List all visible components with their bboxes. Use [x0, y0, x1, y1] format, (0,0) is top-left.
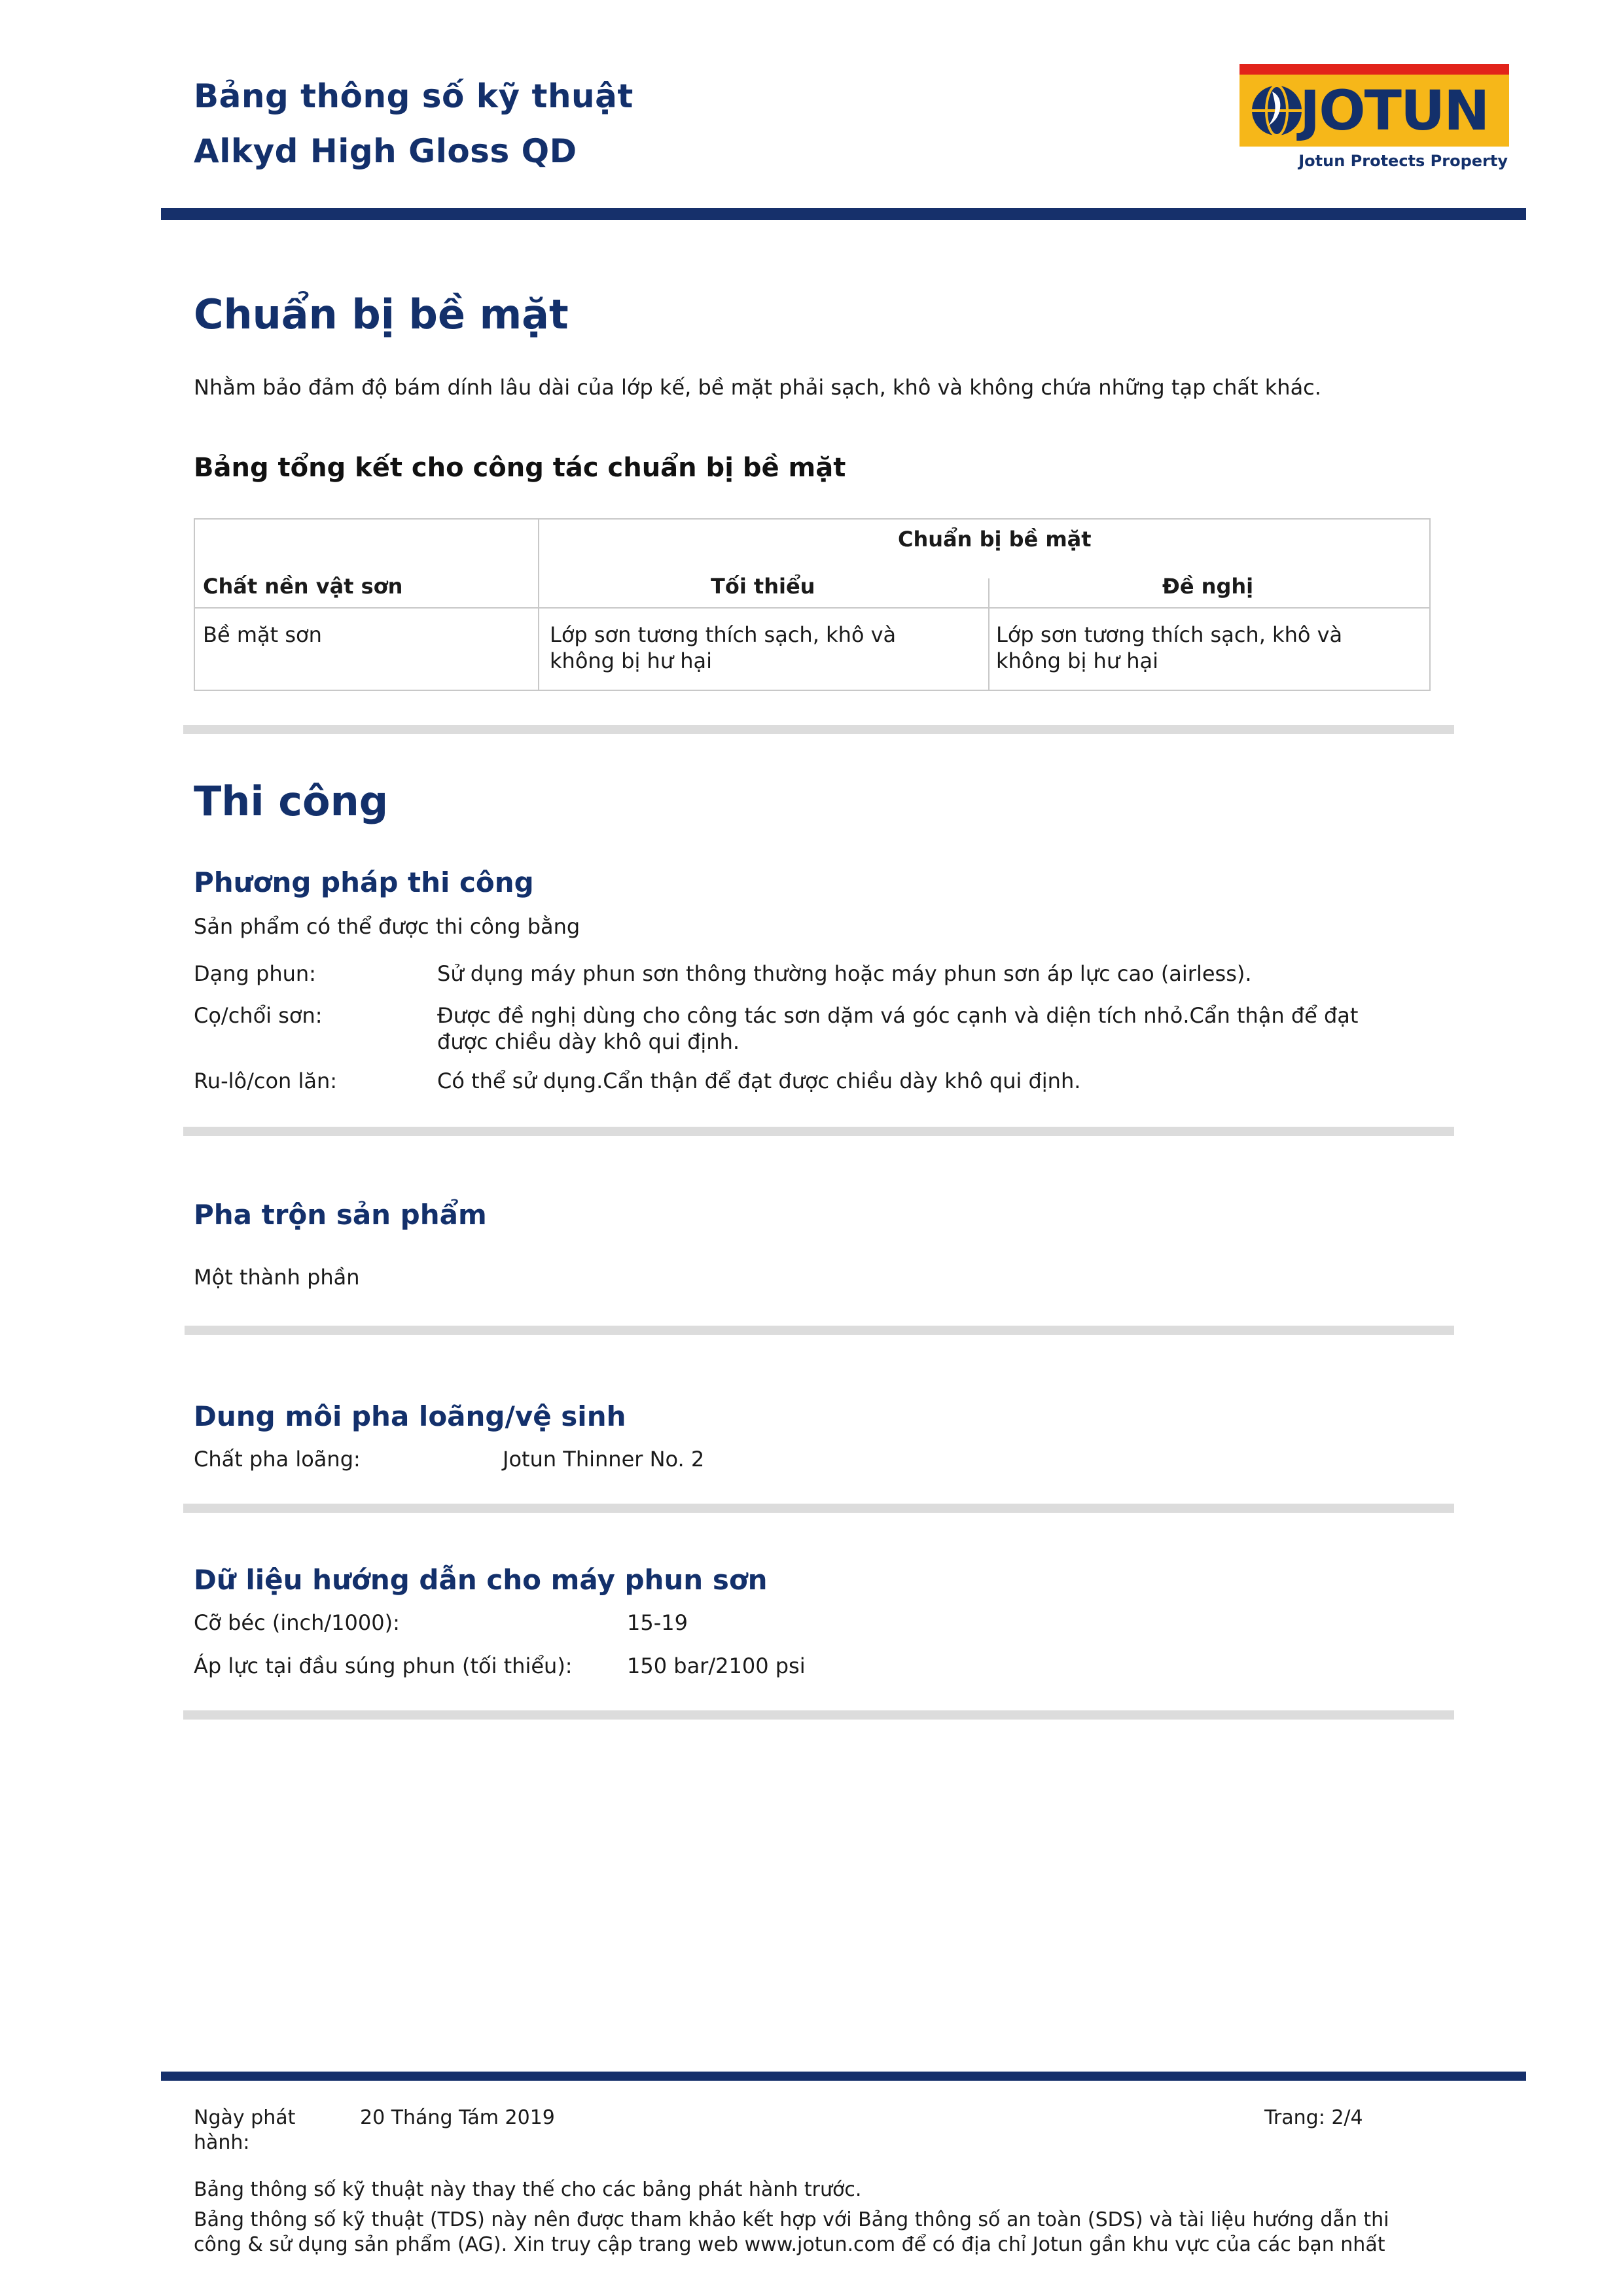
- table-header-substrate: Chất nền vật sơn: [203, 574, 403, 599]
- header-rule: [161, 208, 1526, 220]
- product-name: Alkyd High Gloss QD: [194, 132, 577, 170]
- table-divider: [988, 578, 990, 691]
- logo-tagline: Jotun Protects Property: [1298, 152, 1508, 170]
- subheading-mixing: Pha trộn sản phẩm: [194, 1199, 487, 1231]
- footer-date-label-line1: Ngày phát: [194, 2106, 296, 2129]
- footer-note-line1: Bảng thông số kỹ thuật (TDS) này nên được tham khảo kết hợp với Bảng thông số an toàn (SDS) và tài liệu hướng dẫn thi: [194, 2208, 1389, 2231]
- footer-date-label-line2: hành:: [194, 2131, 250, 2154]
- surface-prep-intro: Nhằm bảo đảm độ bám dính lâu dài của lớp kế, bề mặt phải sạch, khô và không chứa những tạp chất khác.: [194, 375, 1321, 400]
- brush-value-line2: được chiều dày khô qui định.: [437, 1029, 740, 1054]
- table-cell-substrate: Bề mặt sơn: [203, 622, 322, 647]
- brush-value-line1: Được đề nghị dùng cho công tác sơn dặm vá góc cạnh và diện tích nhỏ.Cẩn thận để đạt: [437, 1003, 1359, 1028]
- pressure-value: 150 bar/2100 psi: [627, 1653, 806, 1678]
- globe-emblem-icon: [1249, 82, 1305, 139]
- subheading-thinner: Dung môi pha loãng/vệ sinh: [194, 1400, 626, 1432]
- section-divider: [183, 1127, 1454, 1136]
- section-divider: [183, 1710, 1454, 1720]
- section-heading-surface-prep: Chuẩn bị bề mặt: [194, 291, 569, 338]
- pressure-label: Áp lực tại đầu súng phun (tối thiểu):: [194, 1653, 573, 1678]
- thinner-label: Chất pha loãng:: [194, 1447, 361, 1472]
- jotun-logo: [1240, 64, 1509, 174]
- table-divider: [538, 520, 539, 691]
- section-divider: [185, 1326, 1454, 1335]
- table-cell-recommended-line2: không bị hư hại: [996, 648, 1159, 673]
- methods-intro: Sản phẩm có thể được thi công bằng: [194, 914, 580, 939]
- table-header-recommended: Đề nghị: [1162, 574, 1254, 599]
- summary-table-heading: Bảng tổng kết cho công tác chuẩn bị bề mặt: [194, 453, 846, 483]
- brush-label: Cọ/chổi sơn:: [194, 1003, 323, 1028]
- footer-rule: [161, 2072, 1526, 2081]
- table-divider: [195, 607, 1429, 609]
- table-header-minimum: Tối thiểu: [711, 574, 815, 599]
- table-cell-recommended-line1: Lớp sơn tương thích sạch, khô và: [996, 622, 1343, 647]
- logo-red-bar: [1240, 64, 1509, 75]
- footer-note-supersedes: Bảng thông số kỹ thuật này thay thế cho các bảng phát hành trước.: [194, 2178, 862, 2201]
- section-heading-application: Thi công: [194, 777, 389, 825]
- logo-wordmark: JOTUN: [1300, 79, 1489, 143]
- surface-prep-table: [194, 518, 1431, 691]
- nozzle-value: 15-19: [627, 1610, 688, 1635]
- footer-date-value: 20 Tháng Tám 2019: [360, 2106, 555, 2129]
- table-group-header: Chuẩn bị bề mặt: [898, 527, 1092, 552]
- section-divider: [183, 725, 1454, 734]
- subheading-spray-data: Dữ liệu hướng dẫn cho máy phun sơn: [194, 1564, 768, 1596]
- nozzle-label: Cỡ béc (inch/1000):: [194, 1610, 400, 1635]
- document-title: Bảng thông số kỹ thuật: [194, 77, 633, 115]
- spray-value: Sử dụng máy phun sơn thông thường hoặc máy phun sơn áp lực cao (airless).: [437, 961, 1252, 986]
- section-divider: [183, 1504, 1454, 1513]
- subheading-methods: Phương pháp thi công: [194, 866, 534, 898]
- table-cell-minimum-line1: Lớp sơn tương thích sạch, khô và: [550, 622, 897, 647]
- spray-label: Dạng phun:: [194, 961, 316, 986]
- footer-page-number: Trang: 2/4: [1264, 2106, 1363, 2129]
- mixing-text: Một thành phần: [194, 1265, 360, 1290]
- footer-note-line2: công & sử dụng sản phẩm (AG). Xin truy cập trang web www.jotun.com để có địa chỉ Jotun gần khu vực của các bạn nhất: [194, 2233, 1385, 2256]
- thinner-value: Jotun Thinner No. 2: [503, 1447, 705, 1472]
- table-cell-minimum-line2: không bị hư hại: [550, 648, 713, 673]
- roller-value: Có thể sử dụng.Cẩn thận để đạt được chiều dày khô qui định.: [437, 1069, 1081, 1093]
- roller-label: Ru-lô/con lăn:: [194, 1069, 338, 1093]
